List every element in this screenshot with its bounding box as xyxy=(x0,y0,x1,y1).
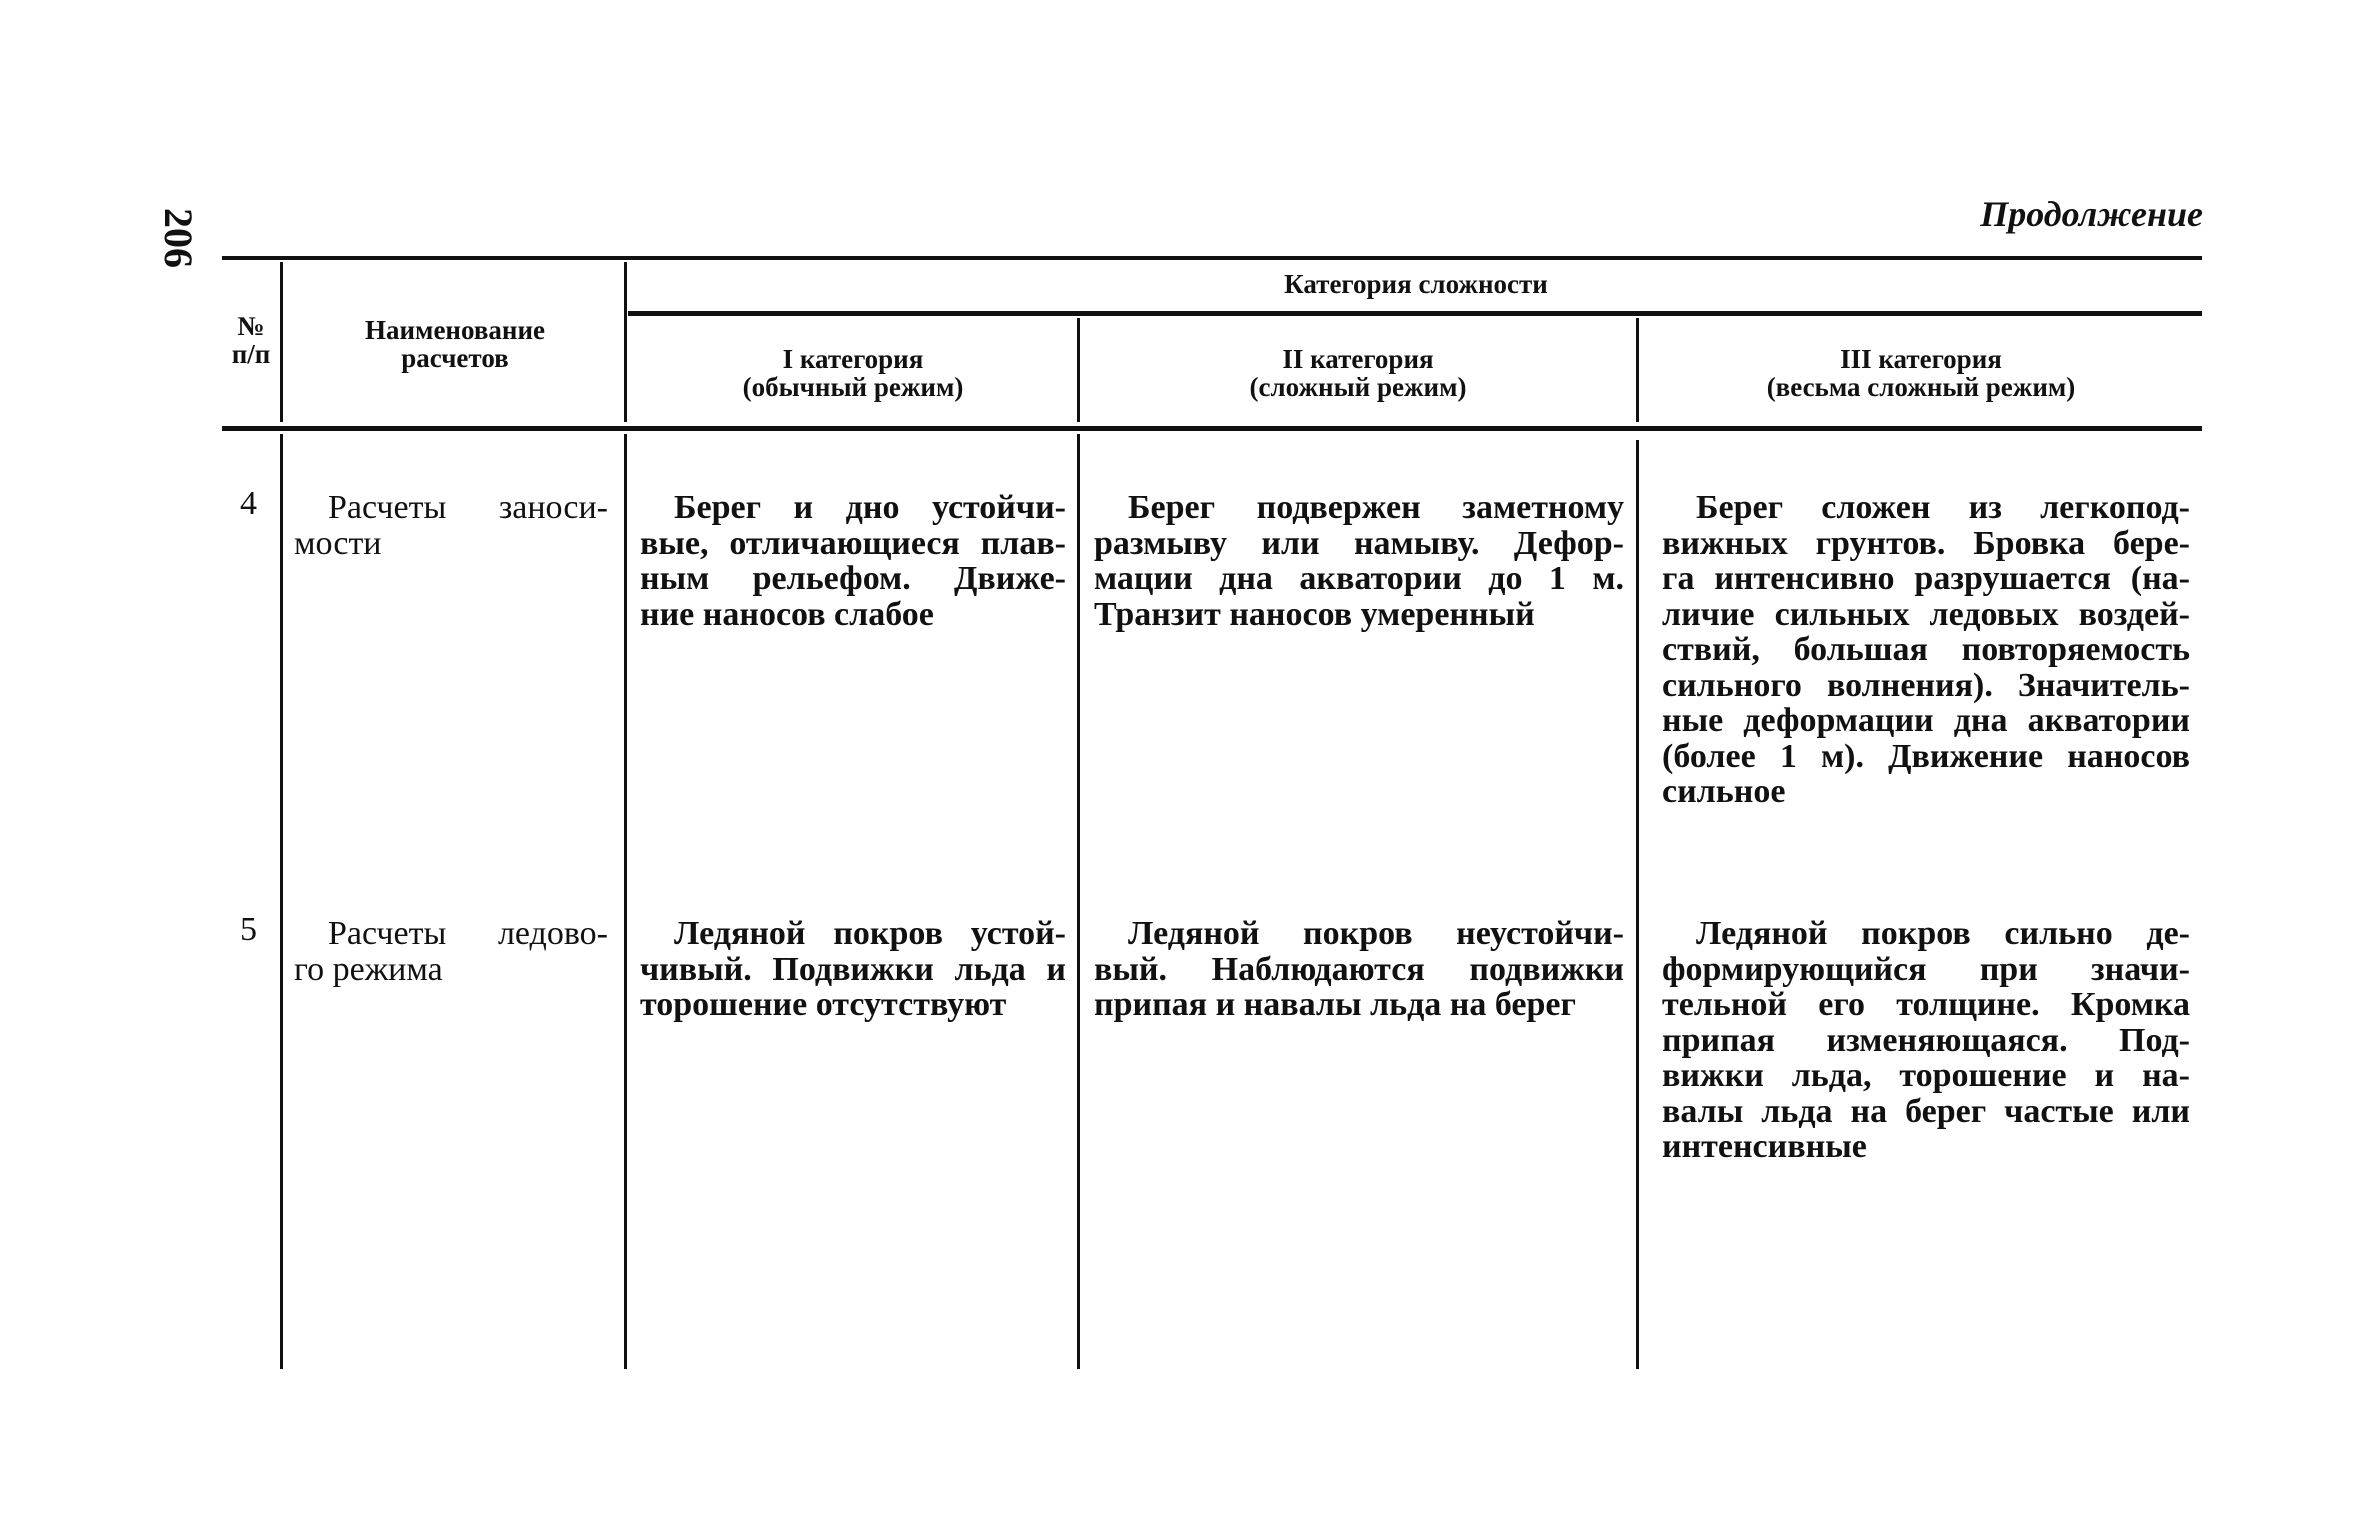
col-rule-number-body xyxy=(280,434,283,1369)
text-line: ние наносов слабое xyxy=(640,595,934,633)
category-group-rule xyxy=(628,311,2202,316)
text-line: га интенсивно разрушается (на- xyxy=(1662,560,2190,597)
text-line: Ледяной покров устой- xyxy=(674,915,1066,952)
continuation-label: Продолжение xyxy=(1980,194,2203,234)
text-line: припая и навалы льда на берег xyxy=(1094,986,1576,1023)
col-rule-cat2 xyxy=(1636,318,1639,422)
text-line: (более 1 м). Движение наносов xyxy=(1662,737,2190,775)
header-name: Наименование расчетов xyxy=(365,315,545,374)
text-line: сильного волнения). Значитель- xyxy=(1662,666,2190,704)
header-cat2: II категория (сложный режим) xyxy=(1249,344,1467,403)
text-line: Берег подвержен заметному xyxy=(1128,489,1624,526)
text-line: ствий, большая повторяемость xyxy=(1662,631,2190,668)
table-top-rule xyxy=(222,256,2202,260)
text-line: Берег и дно устойчи- xyxy=(674,489,1066,526)
text-line: размыву или намыву. Дефор- xyxy=(1094,524,1624,562)
header-number: № п/п xyxy=(231,311,271,370)
text-line: интенсивные xyxy=(1662,1128,1867,1165)
row-cat3-cell xyxy=(1662,490,2190,810)
text-line: сильное xyxy=(1662,773,1786,810)
header-category-group: Категория сложности xyxy=(1284,269,1548,299)
text-line: торошение отсутствуют xyxy=(640,986,1007,1023)
text-line: Расчеты ледово- xyxy=(328,915,608,952)
text-line: Ледяной покров сильно де- xyxy=(1696,915,2190,952)
text-line: тельной его толщине. Кромка xyxy=(1662,986,2190,1023)
row-cat1-cell xyxy=(640,490,1066,632)
text-line: валы льда на берег частые или xyxy=(1662,1092,2190,1130)
text-line: вый. Наблюдаются подвижки xyxy=(1094,950,1624,988)
text-line: ным рельефом. Движе- xyxy=(640,560,1066,597)
col-rule-name-body xyxy=(624,434,627,1369)
row-name-cell xyxy=(294,916,608,987)
row-number: 4 xyxy=(240,485,257,522)
text-line: вижных грунтов. Бровка бере- xyxy=(1662,524,2190,562)
row-cat2-cell xyxy=(1094,916,1624,1023)
text-line: вижки льда, торошение и на- xyxy=(1662,1057,2190,1094)
row-name-cell xyxy=(294,490,608,561)
text-line: Расчеты заноси- xyxy=(328,489,608,526)
header-bottom-rule xyxy=(222,426,2202,431)
page-number: 206 xyxy=(156,208,201,268)
row-cat2-cell xyxy=(1094,490,1624,632)
col-rule-cat1-body xyxy=(1077,434,1080,1369)
text-line: Берег сложен из легкопод- xyxy=(1696,489,2190,526)
text-line: го режима xyxy=(294,950,443,988)
text-line: припая изменяющаяся. Под- xyxy=(1662,1021,2190,1059)
row-number: 5 xyxy=(240,911,257,948)
text-line: вые, отличающиеся плав- xyxy=(640,524,1066,562)
text-line: мации дна акватории до 1 м. xyxy=(1094,560,1624,597)
row-cat3-cell xyxy=(1662,916,2190,1165)
text-line: ные деформации дна акватории xyxy=(1662,702,2190,739)
col-rule-name xyxy=(624,262,627,422)
text-line: Ледяной покров неустойчи- xyxy=(1128,915,1624,952)
text-line: формирующийся при значи- xyxy=(1662,950,2190,988)
row-cat1-cell xyxy=(640,916,1066,1023)
header-cat1: I категория (обычный режим) xyxy=(742,344,964,403)
text-line: мости xyxy=(294,524,382,562)
col-rule-cat2-body xyxy=(1636,440,1639,1369)
header-cat3: III категория (весьма сложный режим) xyxy=(1766,344,2076,403)
text-line: Транзит наносов умеренный xyxy=(1094,595,1535,633)
text-line: чивый. Подвижки льда и xyxy=(640,950,1066,988)
text-line: личие сильных ледовых воздей- xyxy=(1662,595,2190,633)
